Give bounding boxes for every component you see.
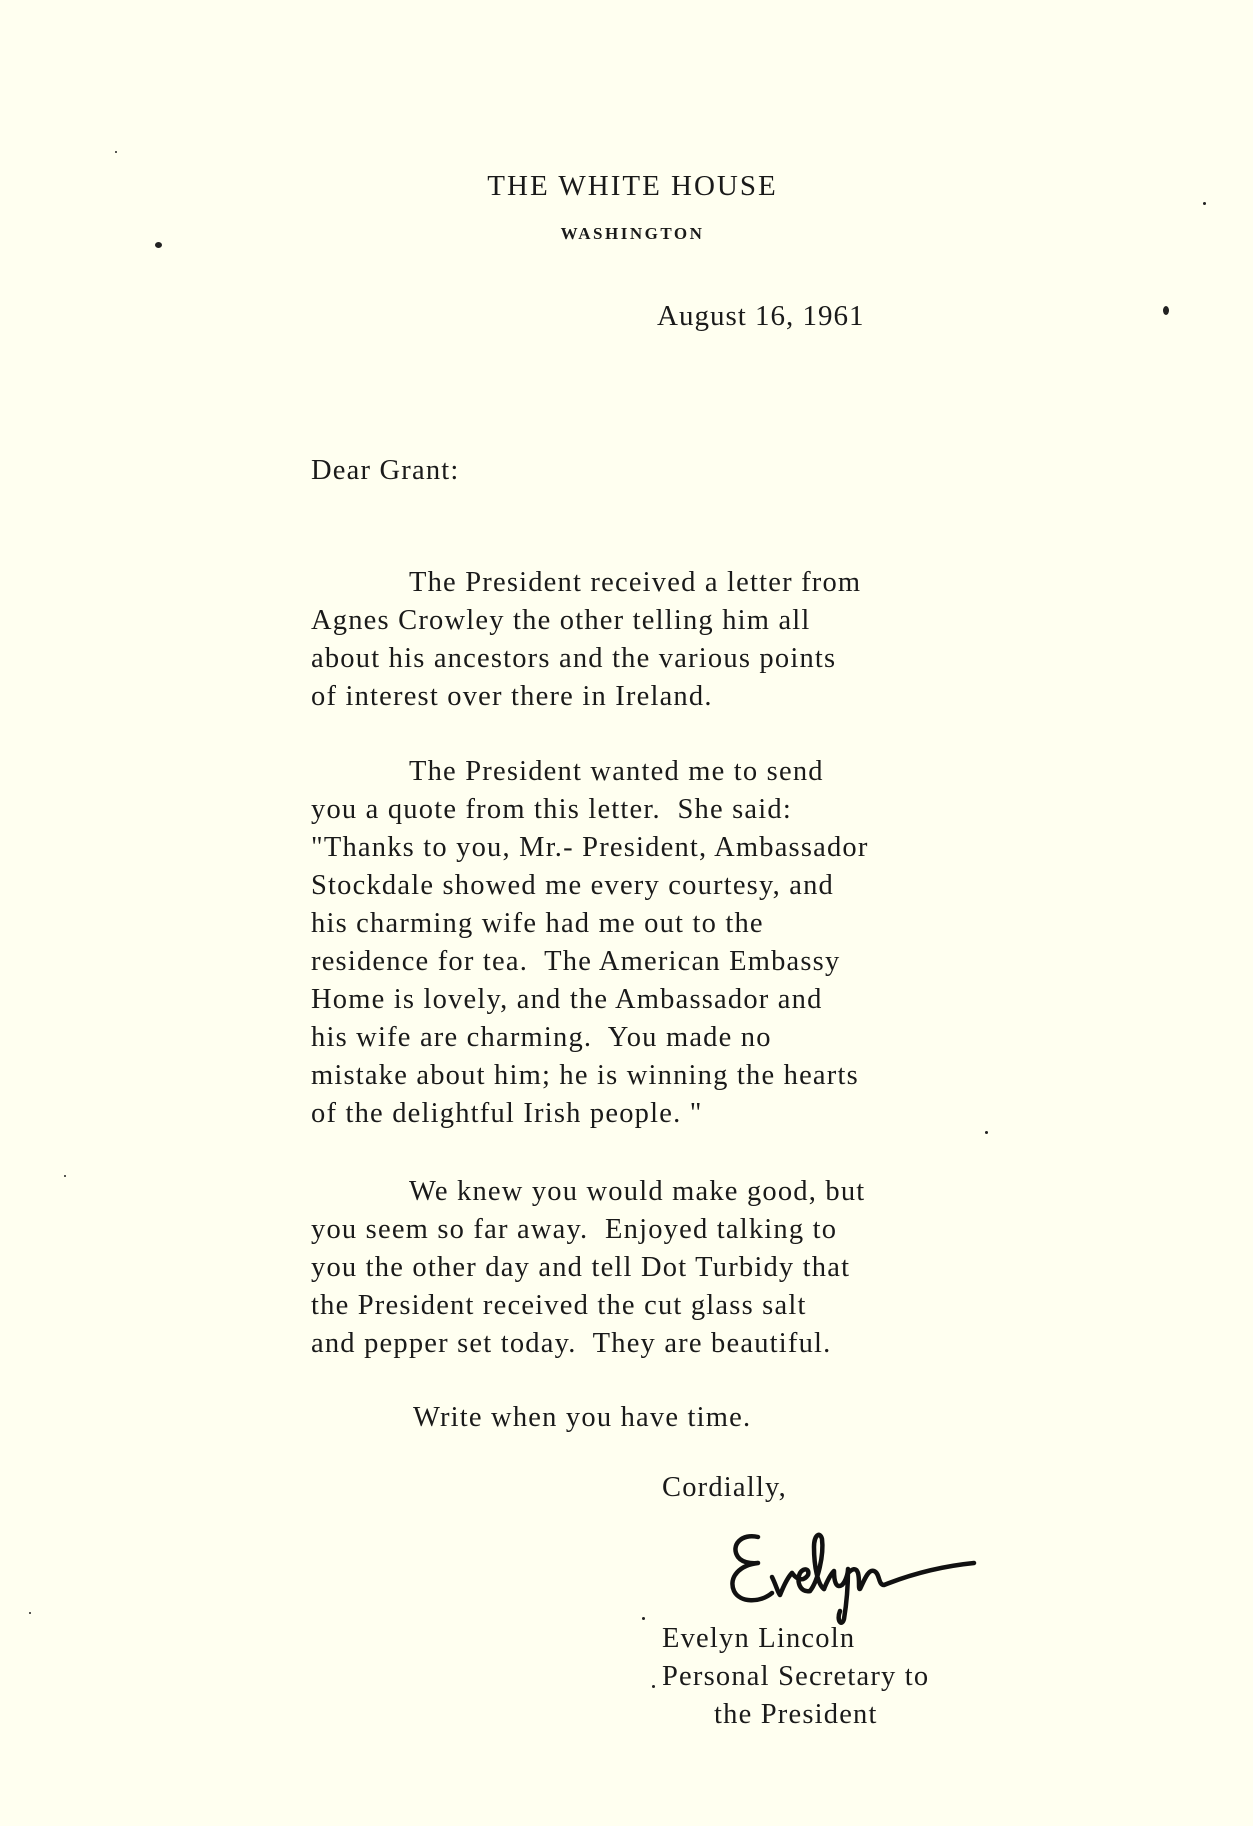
paragraph-line: you the other day and tell Dot Turbidy that bbox=[311, 1252, 851, 1283]
paragraph-line: "Thanks to you, Mr.- President, Ambassador bbox=[311, 832, 869, 863]
salutation: Dear Grant: bbox=[311, 455, 460, 486]
paragraph-line: The President wanted me to send bbox=[409, 756, 824, 787]
paragraph-line: you seem so far away. Enjoyed talking to bbox=[311, 1214, 838, 1245]
signatory-title-line-1: Personal Secretary to bbox=[662, 1661, 930, 1692]
paragraph-line: mistake about him; he is winning the hearts bbox=[311, 1060, 859, 1091]
paragraph-4: Write when you have time. bbox=[413, 1402, 752, 1433]
paragraph-line: residence for tea. The American Embassy bbox=[311, 946, 841, 977]
paragraph-line: Agnes Crowley the other telling him all bbox=[311, 605, 811, 636]
scan-speck bbox=[29, 1612, 31, 1614]
letterhead-title: THE WHITE HOUSE bbox=[487, 170, 778, 202]
handwritten-signature bbox=[724, 1515, 984, 1630]
letterhead-city: WASHINGTON bbox=[560, 224, 705, 243]
paragraph-line: We knew you would make good, but bbox=[409, 1176, 866, 1207]
scan-speck bbox=[1163, 306, 1169, 315]
paragraph-line: of interest over there in Ireland. bbox=[311, 681, 713, 712]
scan-speck bbox=[115, 151, 117, 153]
paragraph-1 bbox=[311, 564, 861, 716]
paragraph-line: the President received the cut glass salt bbox=[311, 1290, 807, 1321]
paragraph-line: his wife are charming. You made no bbox=[311, 1022, 772, 1053]
scan-speck bbox=[155, 242, 162, 248]
closing: Cordially, bbox=[662, 1472, 787, 1503]
paragraph-3 bbox=[311, 1173, 865, 1363]
scan-speck bbox=[1203, 202, 1206, 205]
paragraph-line: his charming wife had me out to the bbox=[311, 908, 764, 939]
paragraph-line: The President received a letter from bbox=[409, 567, 862, 598]
paragraph-line: Home is lovely, and the Ambassador and bbox=[311, 984, 823, 1015]
scan-speck bbox=[652, 1685, 655, 1688]
letter-date: August 16, 1961 bbox=[657, 300, 865, 332]
paragraph-line: Stockdale showed me every courtesy, and bbox=[311, 870, 834, 901]
signatory-name: Evelyn Lincoln bbox=[662, 1623, 856, 1654]
paragraph-line: and pepper set today. They are beautiful. bbox=[311, 1328, 832, 1359]
scan-speck bbox=[642, 1617, 645, 1620]
paragraph-line: you a quote from this letter. She said: bbox=[311, 794, 792, 825]
scan-speck bbox=[64, 1175, 66, 1177]
signatory-title-line-2: the President bbox=[714, 1699, 878, 1730]
scan-speck bbox=[985, 1131, 988, 1134]
paragraph-line: of the delightful Irish people. " bbox=[311, 1098, 703, 1129]
paragraph-2 bbox=[311, 753, 869, 1133]
paragraph-line: about his ancestors and the various points bbox=[311, 643, 837, 674]
